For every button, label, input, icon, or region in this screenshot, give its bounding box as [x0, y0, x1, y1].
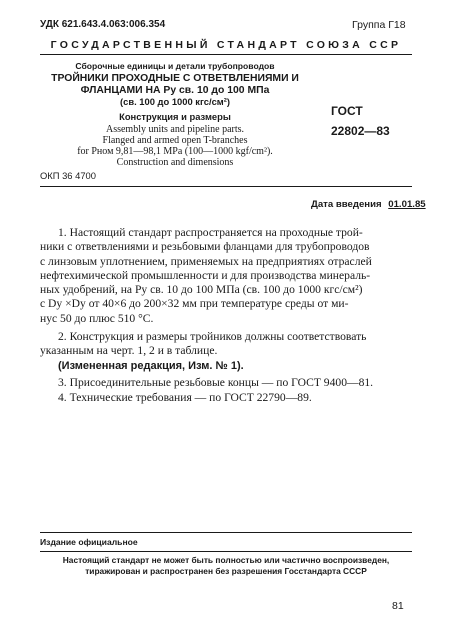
- title-en: [40, 124, 310, 168]
- p1-line: нус 50 до плюс 510 °С.: [40, 311, 154, 325]
- title-ru-line: (св. 100 до 1000 кгс/см²): [120, 96, 230, 108]
- gost-number: 22802—83: [331, 124, 390, 138]
- okp-code: ОКП 36 4700: [40, 170, 96, 181]
- p2-line: 2. Конструкция и размеры тройников должны соответствовать: [58, 330, 367, 343]
- copyright-notice: [40, 555, 412, 576]
- notice-line: Настоящий стандарт не может быть полностью или частично воспроизведен,: [62, 555, 390, 565]
- title-ru-line: ФЛАНЦАМИ НА Pу св. 10 до 100 МПа: [80, 84, 270, 96]
- title-ru-line: ТРОЙНИКИ ПРОХОДНЫЕ С ОТВЕТВЛЕНИЯМИ И: [51, 73, 299, 84]
- p1-line: с Dу ×Dу от 40×6 до 200×32 мм при температуре среды от ми-: [40, 297, 349, 311]
- intro-date-label: Дата введения: [311, 199, 382, 210]
- intro-date: [311, 199, 426, 210]
- group-label: Группа Г18: [352, 19, 406, 31]
- paragraph-3: 3. Присоединительные резьбовые концы — по ГОСТ 9400—81.: [58, 376, 374, 389]
- paragraph-4: 4. Технические требования — по ГОСТ 22790—89.: [58, 391, 312, 404]
- title-en-line: Assembly units and pipeline parts.: [105, 124, 245, 135]
- title-en-line: Construction and dimensions: [116, 157, 234, 168]
- gost-label: ГОСТ: [331, 104, 363, 118]
- intro-date-value: 01.01.85: [388, 199, 426, 210]
- p2-line: указанным на черт. 1, 2 и в таблице.: [40, 344, 218, 358]
- official-edition: Издание официальное: [40, 537, 138, 547]
- paragraph-1: [40, 226, 412, 326]
- title-en-line: for Pном 9,81—98,1 MPa (100—1000 kgf/cm²).: [77, 146, 273, 157]
- state-standard-heading: ГОСУДАРСТВЕННЫЙ СТАНДАРТ СОЮЗА ССР: [50, 39, 402, 51]
- category-line: Сборочные единицы и детали трубопроводов: [75, 61, 275, 71]
- paragraph-2: [40, 330, 412, 359]
- notice-line: тиражирован и распространен без разрешения Госстандарта СССР: [85, 565, 367, 576]
- title-ru: [40, 73, 310, 108]
- p1-line: ных удобрений, на Pу св. 10 до 100 МПа (св. 100 до 1000 кгс/см²): [40, 283, 363, 297]
- subtitle-ru: Конструкция и размеры: [119, 111, 231, 122]
- p1-line: ники с ответвлениями и резьбовыми фланцами для трубопроводов: [40, 240, 370, 254]
- header-rule: [40, 54, 412, 55]
- title-en-line: Flanged and armed open T-branches: [102, 135, 248, 146]
- page-number: 81: [392, 600, 404, 612]
- p1-line: нефтехимической промышленности и для производства минераль-: [40, 268, 371, 282]
- notice-rule: [40, 551, 412, 552]
- amendment-note: (Измененная редакция, Изм. № 1).: [58, 360, 244, 372]
- p1-line: с линзовым уплотнением, применяемых на предприятиях отраслей: [40, 254, 372, 268]
- p1-line: 1. Настоящий стандарт распространяется на проходные трой-: [58, 226, 363, 239]
- title-rule: [40, 186, 412, 187]
- footer-rule: [40, 532, 412, 533]
- udc-code: УДК 621.643.4.063:006.354: [40, 19, 166, 30]
